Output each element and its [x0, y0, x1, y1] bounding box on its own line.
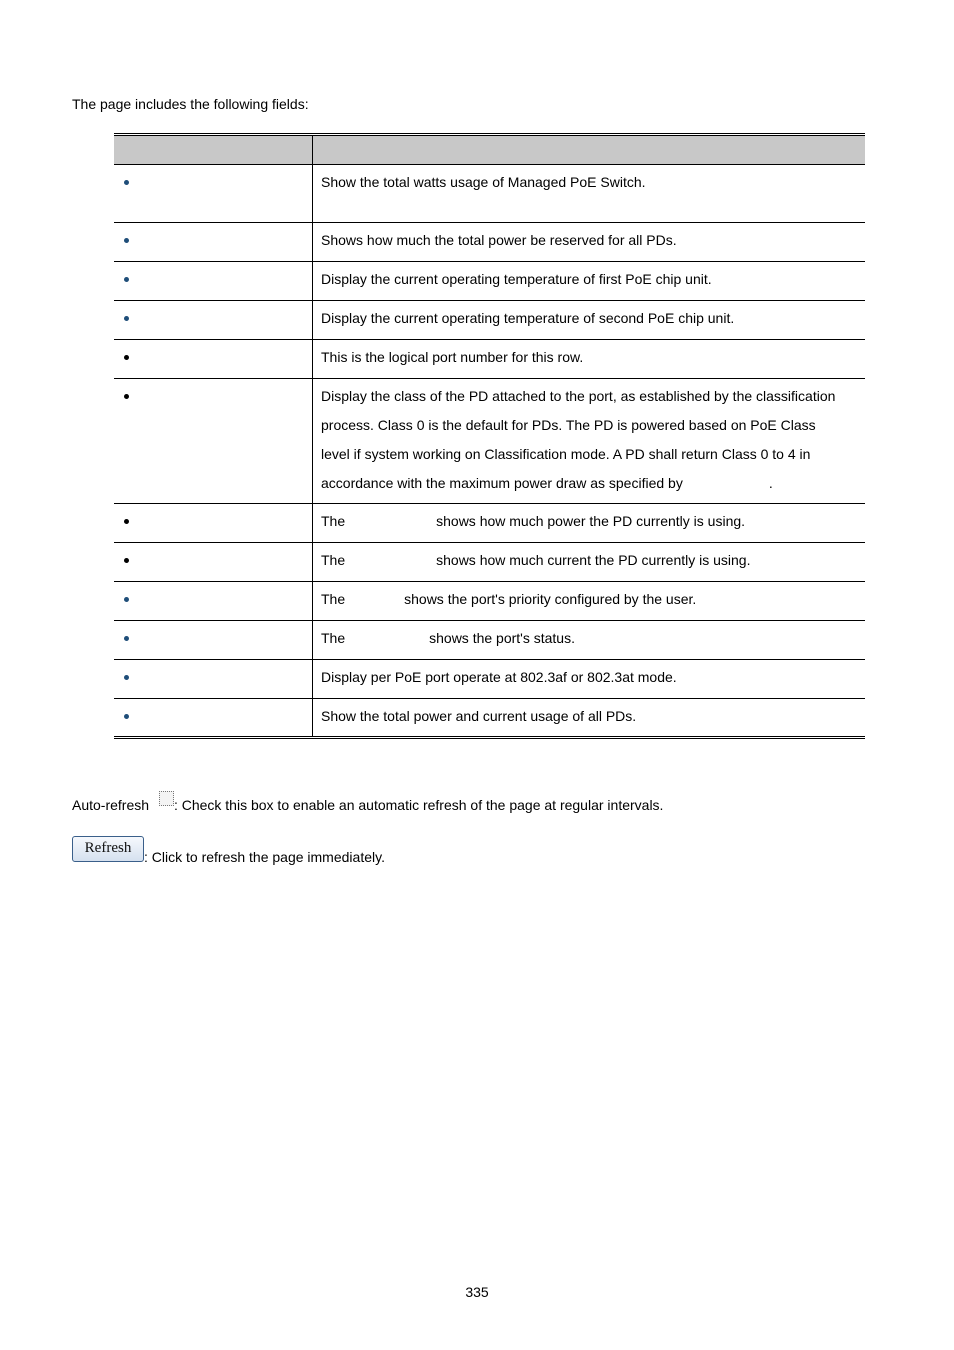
fields-table — [114, 133, 865, 739]
object-cell — [114, 621, 313, 660]
description-text: The — [321, 630, 346, 646]
description-text: This is the logical port number for this row. — [321, 349, 584, 365]
description-line: Display the class of the PD attached to the port, as established by the classification — [321, 388, 836, 404]
auto-refresh-description: : Check this box to enable an automatic refresh of the page at regular intervals. — [173, 797, 664, 813]
object-cell — [114, 262, 313, 301]
description-text: shows how much current the PD currently is using. — [436, 552, 751, 568]
object-cell — [114, 699, 313, 738]
description-text: The — [321, 513, 346, 529]
description-cell — [313, 165, 866, 223]
description-cell — [313, 699, 866, 738]
object-cell — [114, 543, 313, 582]
bullet-icon — [124, 180, 129, 185]
bullet-icon — [124, 558, 129, 563]
bullet-icon — [124, 394, 129, 399]
auto-refresh-label: Auto-refresh — [72, 797, 150, 813]
description-text: shows the port's status. — [429, 630, 575, 646]
table-row — [114, 262, 865, 301]
auto-refresh-checkbox[interactable] — [159, 791, 174, 806]
description-text: Display the current operating temperature of first PoE chip unit. — [321, 271, 712, 287]
description-line — [321, 469, 857, 498]
description-cell — [313, 621, 866, 660]
bullet-icon — [124, 636, 129, 641]
bullet-icon — [124, 675, 129, 680]
description-text: shows the port's priority configured by the user. — [404, 591, 697, 607]
table-row — [114, 379, 865, 504]
description-text: Display the current operating temperature of second PoE chip unit. — [321, 310, 735, 326]
object-cell — [114, 301, 313, 340]
description-text: shows how much power the PD currently is using. — [436, 513, 746, 529]
bullet-icon — [124, 238, 129, 243]
description-text: . — [768, 475, 773, 491]
description-cell — [313, 504, 866, 543]
bullet-icon — [124, 316, 129, 321]
table-row — [114, 621, 865, 660]
description-cell — [313, 379, 866, 504]
table-row — [114, 699, 865, 738]
bullet-icon — [124, 714, 129, 719]
auto-refresh-line — [72, 797, 663, 813]
object-cell — [114, 660, 313, 699]
table-header-row — [114, 135, 865, 165]
description-text: Show the total watts usage of Managed PoE Switch. — [321, 174, 646, 190]
bullet-icon — [124, 277, 129, 282]
description-text: Show the total power and current usage of all PDs. — [321, 708, 637, 724]
description-text: accordance with the maximum power draw as specified by — [321, 475, 683, 491]
bullet-icon — [124, 519, 129, 524]
description-cell — [313, 223, 866, 262]
table-row — [114, 301, 865, 340]
page-number: 335 — [465, 1284, 489, 1300]
header-object — [114, 135, 313, 165]
table-row — [114, 504, 865, 543]
description-cell — [313, 262, 866, 301]
refresh-description: : Click to refresh the page immediately. — [144, 849, 385, 865]
object-cell — [114, 223, 313, 262]
bullet-icon — [124, 597, 129, 602]
object-cell — [114, 340, 313, 379]
object-cell — [114, 165, 313, 223]
refresh-button[interactable]: Refresh — [72, 836, 144, 862]
object-cell — [114, 582, 313, 621]
description-text: The — [321, 552, 346, 568]
description-line: process. Class 0 is the default for PDs. The PD is powered based on PoE Class — [321, 417, 816, 433]
table-row — [114, 582, 865, 621]
description-line: level if system working on Classification mode. A PD shall return Class 0 to 4 in — [321, 446, 811, 462]
description-cell — [313, 582, 866, 621]
description-cell — [313, 543, 866, 582]
object-cell — [114, 379, 313, 504]
description-text: Shows how much the total power be reserved for all PDs. — [321, 232, 677, 248]
description-text: Display per PoE port operate at 802.3af or 802.3at mode. — [321, 669, 677, 685]
intro-text: The page includes the following fields: — [72, 96, 309, 112]
table-row — [114, 340, 865, 379]
table-row — [114, 543, 865, 582]
table-row — [114, 165, 865, 223]
object-cell — [114, 504, 313, 543]
bullet-icon — [124, 355, 129, 360]
description-text: The — [321, 591, 346, 607]
description-cell — [313, 301, 866, 340]
description-cell — [313, 660, 866, 699]
description-cell — [313, 340, 866, 379]
header-description — [313, 135, 866, 165]
refresh-line — [72, 836, 385, 865]
table-row — [114, 223, 865, 262]
table-row — [114, 660, 865, 699]
